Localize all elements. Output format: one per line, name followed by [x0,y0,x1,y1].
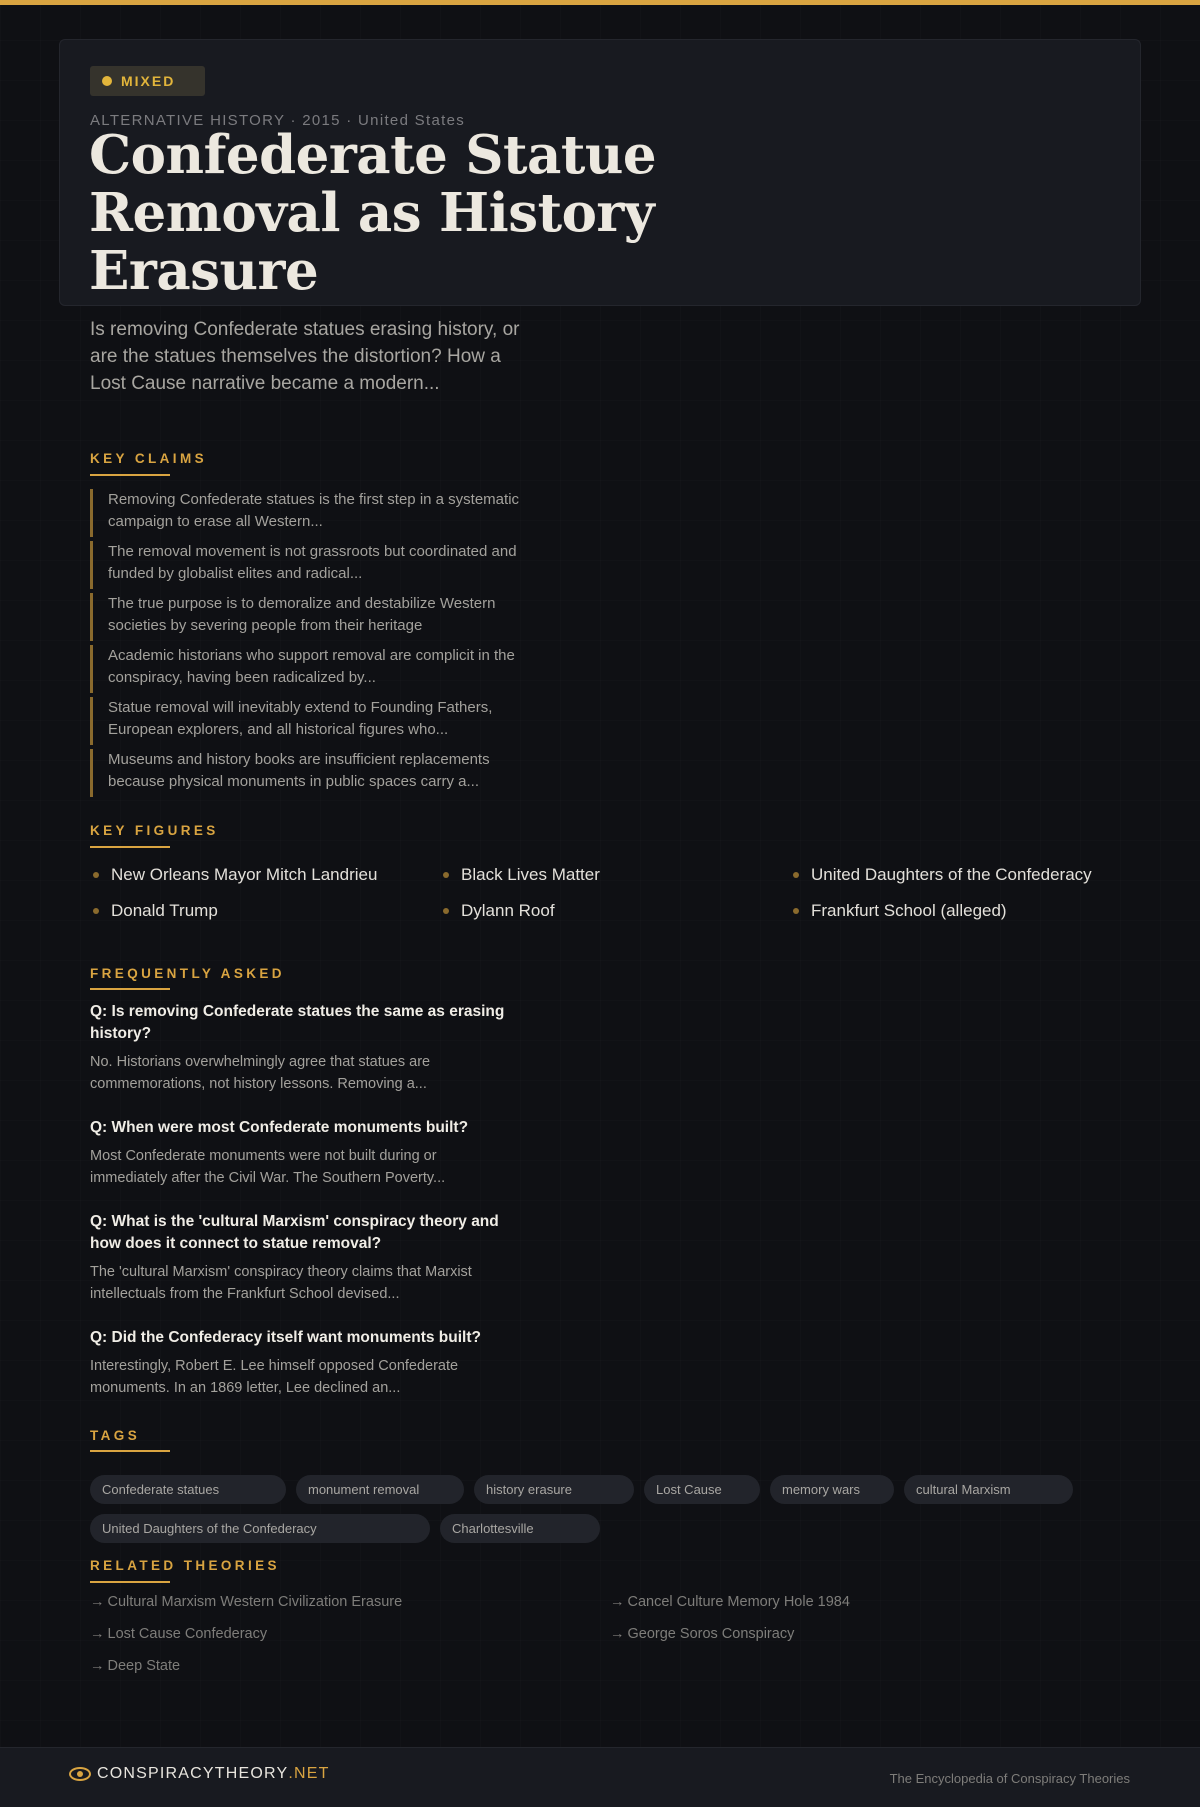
logo-tld: .NET [288,1765,330,1782]
tag-chip[interactable]: cultural Marxism [904,1475,1073,1504]
faq-item [90,1211,510,1305]
faq-answer: The 'cultural Marxism' conspiracy theory claims that Marxist intellectuals from the Frankfurt School devised... [90,1264,472,1302]
arrow-right-icon: → [90,1594,105,1610]
top-accent-bar [0,0,1200,5]
figure-item [440,893,790,929]
faq-underline [90,988,170,990]
faq-list [90,1001,510,1421]
related-link[interactable] [90,1656,620,1688]
faq-heading: FREQUENTLY ASKED [90,966,285,981]
theory-meta: ALTERNATIVE HISTORY · 2015 · United States [90,112,466,129]
tag-chip[interactable]: memory wars [770,1475,894,1504]
related-link[interactable] [90,1624,610,1656]
arrow-right-icon: → [610,1626,625,1642]
related-link[interactable] [90,1592,610,1624]
related-theories-list [90,1592,1130,1688]
related-link[interactable] [610,1592,1130,1624]
key-claims-list [90,489,550,801]
tags-underline [90,1450,170,1452]
arrow-right-icon: → [90,1658,105,1674]
related-link-label: Cultural Marxism Western Civilization Erasure [107,1594,403,1610]
bullet-icon [793,908,799,914]
faq-answer: Most Confederate monuments were not built during or immediately after the Civil War. The Southern Poverty... [90,1148,446,1186]
bullet-icon [443,908,449,914]
figure-name: United Daughters of the Confederacy [811,865,1092,884]
key-figures-underline [90,846,170,848]
tags-heading: TAGS [90,1428,141,1443]
verdict-label: MIXED [121,73,176,89]
tag-chip[interactable]: history erasure [474,1475,634,1504]
tag-list [90,1475,1090,1543]
status-dot-icon [102,76,112,86]
claim-item: The true purpose is to demoralize and destabilize Western societies by severing people from their heritage [90,593,550,641]
footer-tagline: The Encyclopedia of Conspiracy Theories [889,1771,1130,1786]
tag-chip[interactable]: monument removal [296,1475,464,1504]
claim-item: Statue removal will inevitably extend to Founding Fathers, European explorers, and all historical figures who... [90,697,550,745]
tag-chip[interactable]: Charlottesville [440,1514,600,1543]
claim-item: Museums and history books are insufficient replacements because physical monuments in public spaces carry a... [90,749,550,797]
faq-answer: No. Historians overwhelmingly agree that statues are commemorations, not history lessons. Removing a... [90,1054,431,1092]
figure-item [790,857,1140,893]
figure-item [90,893,440,929]
faq-answer: Interestingly, Robert E. Lee himself opposed Confederate monuments. In an 1869 letter, Lee declined an... [90,1358,459,1396]
tag-chip[interactable]: United Daughters of the Confederacy [90,1514,430,1543]
faq-question: Q: What is the 'cultural Marxism' conspiracy theory and how does it connect to statue removal? [90,1213,499,1252]
figure-name: New Orleans Mayor Mitch Landrieu [111,865,378,884]
claim-item: Removing Confederate statues is the first step in a systematic campaign to erase all Western... [90,489,550,537]
related-link[interactable] [610,1624,1130,1656]
bullet-icon [93,872,99,878]
key-figures-heading: KEY FIGURES [90,823,219,838]
tag-chip[interactable]: Confederate statues [90,1475,286,1504]
faq-item [90,1117,510,1189]
bullet-icon [793,872,799,878]
related-heading: RELATED THEORIES [90,1558,280,1573]
page-title: Confederate Statue Removal as History Erasure [89,124,657,302]
key-claims-heading: KEY CLAIMS [90,451,208,466]
bullet-icon [443,872,449,878]
figure-item [90,857,440,893]
faq-item [90,1327,510,1399]
verdict-badge [90,66,205,96]
related-link-label: Cancel Culture Memory Hole 1984 [627,1594,850,1610]
claim-item: The removal movement is not grassroots but coordinated and funded by globalist elites and radical... [90,541,550,589]
site-footer [0,1747,1200,1807]
figure-name: Frankfurt School (alleged) [811,901,1007,920]
arrow-right-icon: → [610,1594,625,1610]
related-link-label: Deep State [107,1658,181,1674]
key-claims-underline [90,474,170,476]
bullet-icon [93,908,99,914]
related-link-label: George Soros Conspiracy [627,1626,795,1642]
hero-card [59,39,1141,306]
figure-item [440,857,790,893]
figure-name: Black Lives Matter [461,865,600,884]
site-logo[interactable] [69,1765,330,1783]
figure-item [790,893,1140,929]
eye-icon [69,1767,91,1781]
faq-question: Q: Did the Confederacy itself want monuments built? [90,1329,481,1346]
tag-chip[interactable]: Lost Cause [644,1475,760,1504]
theory-summary: Is removing Confederate statues erasing history, or are the statues themselves the distortion? How a Lost Cause narrative became a modern... [90,319,520,394]
faq-question: Q: Is removing Confederate statues the same as erasing history? [90,1003,505,1042]
logo-wordmark: CONSPIRACYTHEORY [97,1765,289,1782]
related-underline [90,1581,170,1583]
arrow-right-icon: → [90,1626,105,1642]
faq-question: Q: When were most Confederate monuments built? [90,1119,469,1136]
figure-name: Dylann Roof [461,901,555,920]
figure-name: Donald Trump [111,901,218,920]
related-link-label: Lost Cause Confederacy [107,1626,268,1642]
faq-item [90,1001,510,1095]
claim-item: Academic historians who support removal are complicit in the conspiracy, having been radicalized by... [90,645,550,693]
key-figures-list [90,857,1170,929]
